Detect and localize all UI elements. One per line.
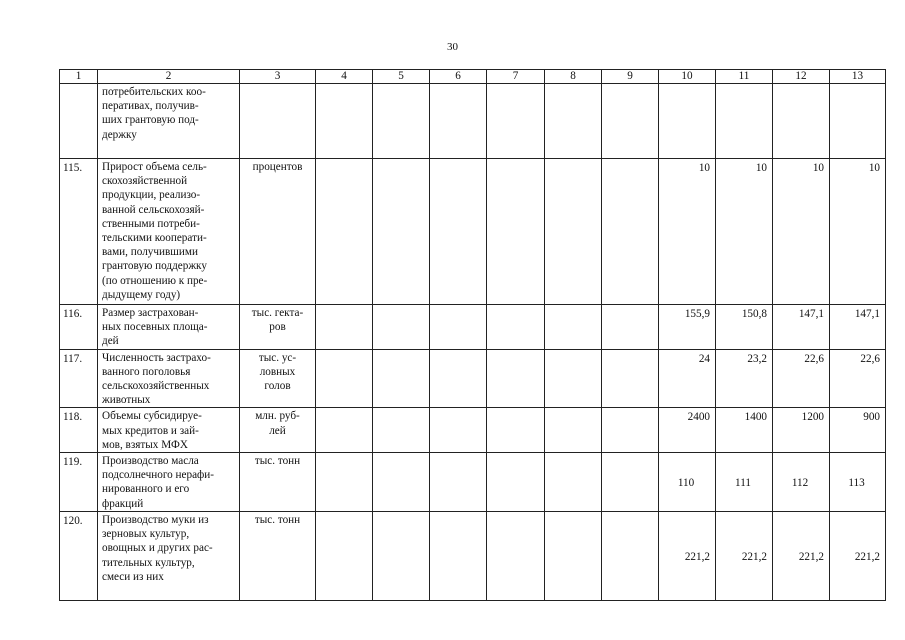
value-cell: 24: [659, 349, 716, 408]
row-number: 117.: [60, 349, 98, 408]
value-cell: 22,6: [773, 349, 830, 408]
empty-cell: [487, 408, 545, 453]
column-header: 8: [545, 70, 602, 84]
table-row: [60, 159, 886, 305]
empty-cell: [316, 408, 373, 453]
value-cell: 900: [830, 408, 886, 453]
empty-cell: [487, 84, 545, 159]
empty-cell: [316, 349, 373, 408]
empty-cell: [430, 349, 487, 408]
column-header: 12: [773, 70, 830, 84]
column-header: 9: [602, 70, 659, 84]
empty-cell: [602, 512, 659, 601]
value-cell: [659, 84, 716, 159]
value-cell: 150,8: [716, 305, 773, 350]
header-row: [60, 70, 886, 84]
empty-cell: [487, 453, 545, 512]
empty-cell: [373, 305, 430, 350]
value-cell: 221,2: [716, 512, 773, 601]
unit: млн. руб- лей: [240, 408, 316, 453]
indicator-name: Численность застрахо- ванного поголовья сельскохозяйственных животных: [98, 349, 240, 408]
indicator-name: Объемы субсидируе- мых кредитов и зай- мов, взятых МФХ: [98, 408, 240, 453]
value-cell: 10: [830, 159, 886, 305]
value-cell: [716, 84, 773, 159]
value-cell: 111: [716, 453, 773, 512]
value-cell: 155,9: [659, 305, 716, 350]
unit: тыс. ус- ловных голов: [240, 349, 316, 408]
value-cell: 221,2: [659, 512, 716, 601]
row-number: 118.: [60, 408, 98, 453]
empty-cell: [430, 453, 487, 512]
indicators-table: [59, 69, 886, 601]
column-header: 10: [659, 70, 716, 84]
empty-cell: [316, 159, 373, 305]
unit: тыс. тонн: [240, 512, 316, 601]
table-row: [60, 512, 886, 601]
empty-cell: [602, 453, 659, 512]
value-cell: 10: [773, 159, 830, 305]
empty-cell: [602, 84, 659, 159]
empty-cell: [373, 453, 430, 512]
value-cell: 2400: [659, 408, 716, 453]
indicator-name: Размер застрахован- ных посевных площа- дей: [98, 305, 240, 350]
empty-cell: [545, 84, 602, 159]
column-header: 2: [98, 70, 240, 84]
value-cell: 22,6: [830, 349, 886, 408]
unit: тыс. гекта- ров: [240, 305, 316, 350]
unit: тыс. тонн: [240, 453, 316, 512]
row-number: 119.: [60, 453, 98, 512]
value-cell: 110: [659, 453, 716, 512]
value-cell: 221,2: [773, 512, 830, 601]
table-row: [60, 453, 886, 512]
indicator-name: Производство муки из зерновых культур, овощных и других рас- тительных культур, смеси из них: [98, 512, 240, 601]
empty-cell: [316, 453, 373, 512]
empty-cell: [430, 159, 487, 305]
empty-cell: [545, 305, 602, 350]
empty-cell: [602, 349, 659, 408]
empty-cell: [316, 305, 373, 350]
empty-cell: [316, 512, 373, 601]
value-cell: 10: [716, 159, 773, 305]
column-header: 11: [716, 70, 773, 84]
column-header: 7: [487, 70, 545, 84]
table-row: [60, 349, 886, 408]
empty-cell: [602, 305, 659, 350]
row-number: [60, 84, 98, 159]
empty-cell: [316, 84, 373, 159]
column-header: 5: [373, 70, 430, 84]
empty-cell: [545, 408, 602, 453]
column-header: 13: [830, 70, 886, 84]
table-row: [60, 408, 886, 453]
row-number: 120.: [60, 512, 98, 601]
empty-cell: [430, 408, 487, 453]
column-header: 6: [430, 70, 487, 84]
empty-cell: [373, 84, 430, 159]
column-header: 4: [316, 70, 373, 84]
indicator-name: Производство масла подсолнечного нерафи- нированного и его фракций: [98, 453, 240, 512]
empty-cell: [487, 305, 545, 350]
page-number: 30: [447, 41, 458, 53]
indicator-name: Прирост объема сель- скохозяйственной продукции, реализо- ванной сельскохозяй- ственными потреби- тельскими кооперати- вами, получившими грантовую поддержку (по отношению к пре- дыдущему году): [98, 159, 240, 305]
value-cell: [773, 84, 830, 159]
empty-cell: [373, 159, 430, 305]
empty-cell: [545, 349, 602, 408]
empty-cell: [545, 512, 602, 601]
value-cell: 10: [659, 159, 716, 305]
indicator-name: потребительских коо- перативах, получив- ших грантовую под- держку: [98, 84, 240, 159]
value-cell: 113: [830, 453, 886, 512]
column-header: 3: [240, 70, 316, 84]
column-header: 1: [60, 70, 98, 84]
empty-cell: [487, 159, 545, 305]
table-row: [60, 305, 886, 350]
value-cell: 147,1: [830, 305, 886, 350]
empty-cell: [373, 349, 430, 408]
unit: [240, 84, 316, 159]
value-cell: 1200: [773, 408, 830, 453]
empty-cell: [602, 408, 659, 453]
empty-cell: [602, 159, 659, 305]
empty-cell: [430, 84, 487, 159]
empty-cell: [545, 159, 602, 305]
value-cell: 112: [773, 453, 830, 512]
value-cell: 23,2: [716, 349, 773, 408]
empty-cell: [373, 408, 430, 453]
row-number: 116.: [60, 305, 98, 350]
empty-cell: [430, 512, 487, 601]
empty-cell: [487, 349, 545, 408]
value-cell: 147,1: [773, 305, 830, 350]
empty-cell: [373, 512, 430, 601]
value-cell: [830, 84, 886, 159]
value-cell: 221,2: [830, 512, 886, 601]
value-cell: 1400: [716, 408, 773, 453]
empty-cell: [545, 453, 602, 512]
unit: процентов: [240, 159, 316, 305]
table-row: [60, 84, 886, 159]
empty-cell: [487, 512, 545, 601]
row-number: 115.: [60, 159, 98, 305]
empty-cell: [430, 305, 487, 350]
